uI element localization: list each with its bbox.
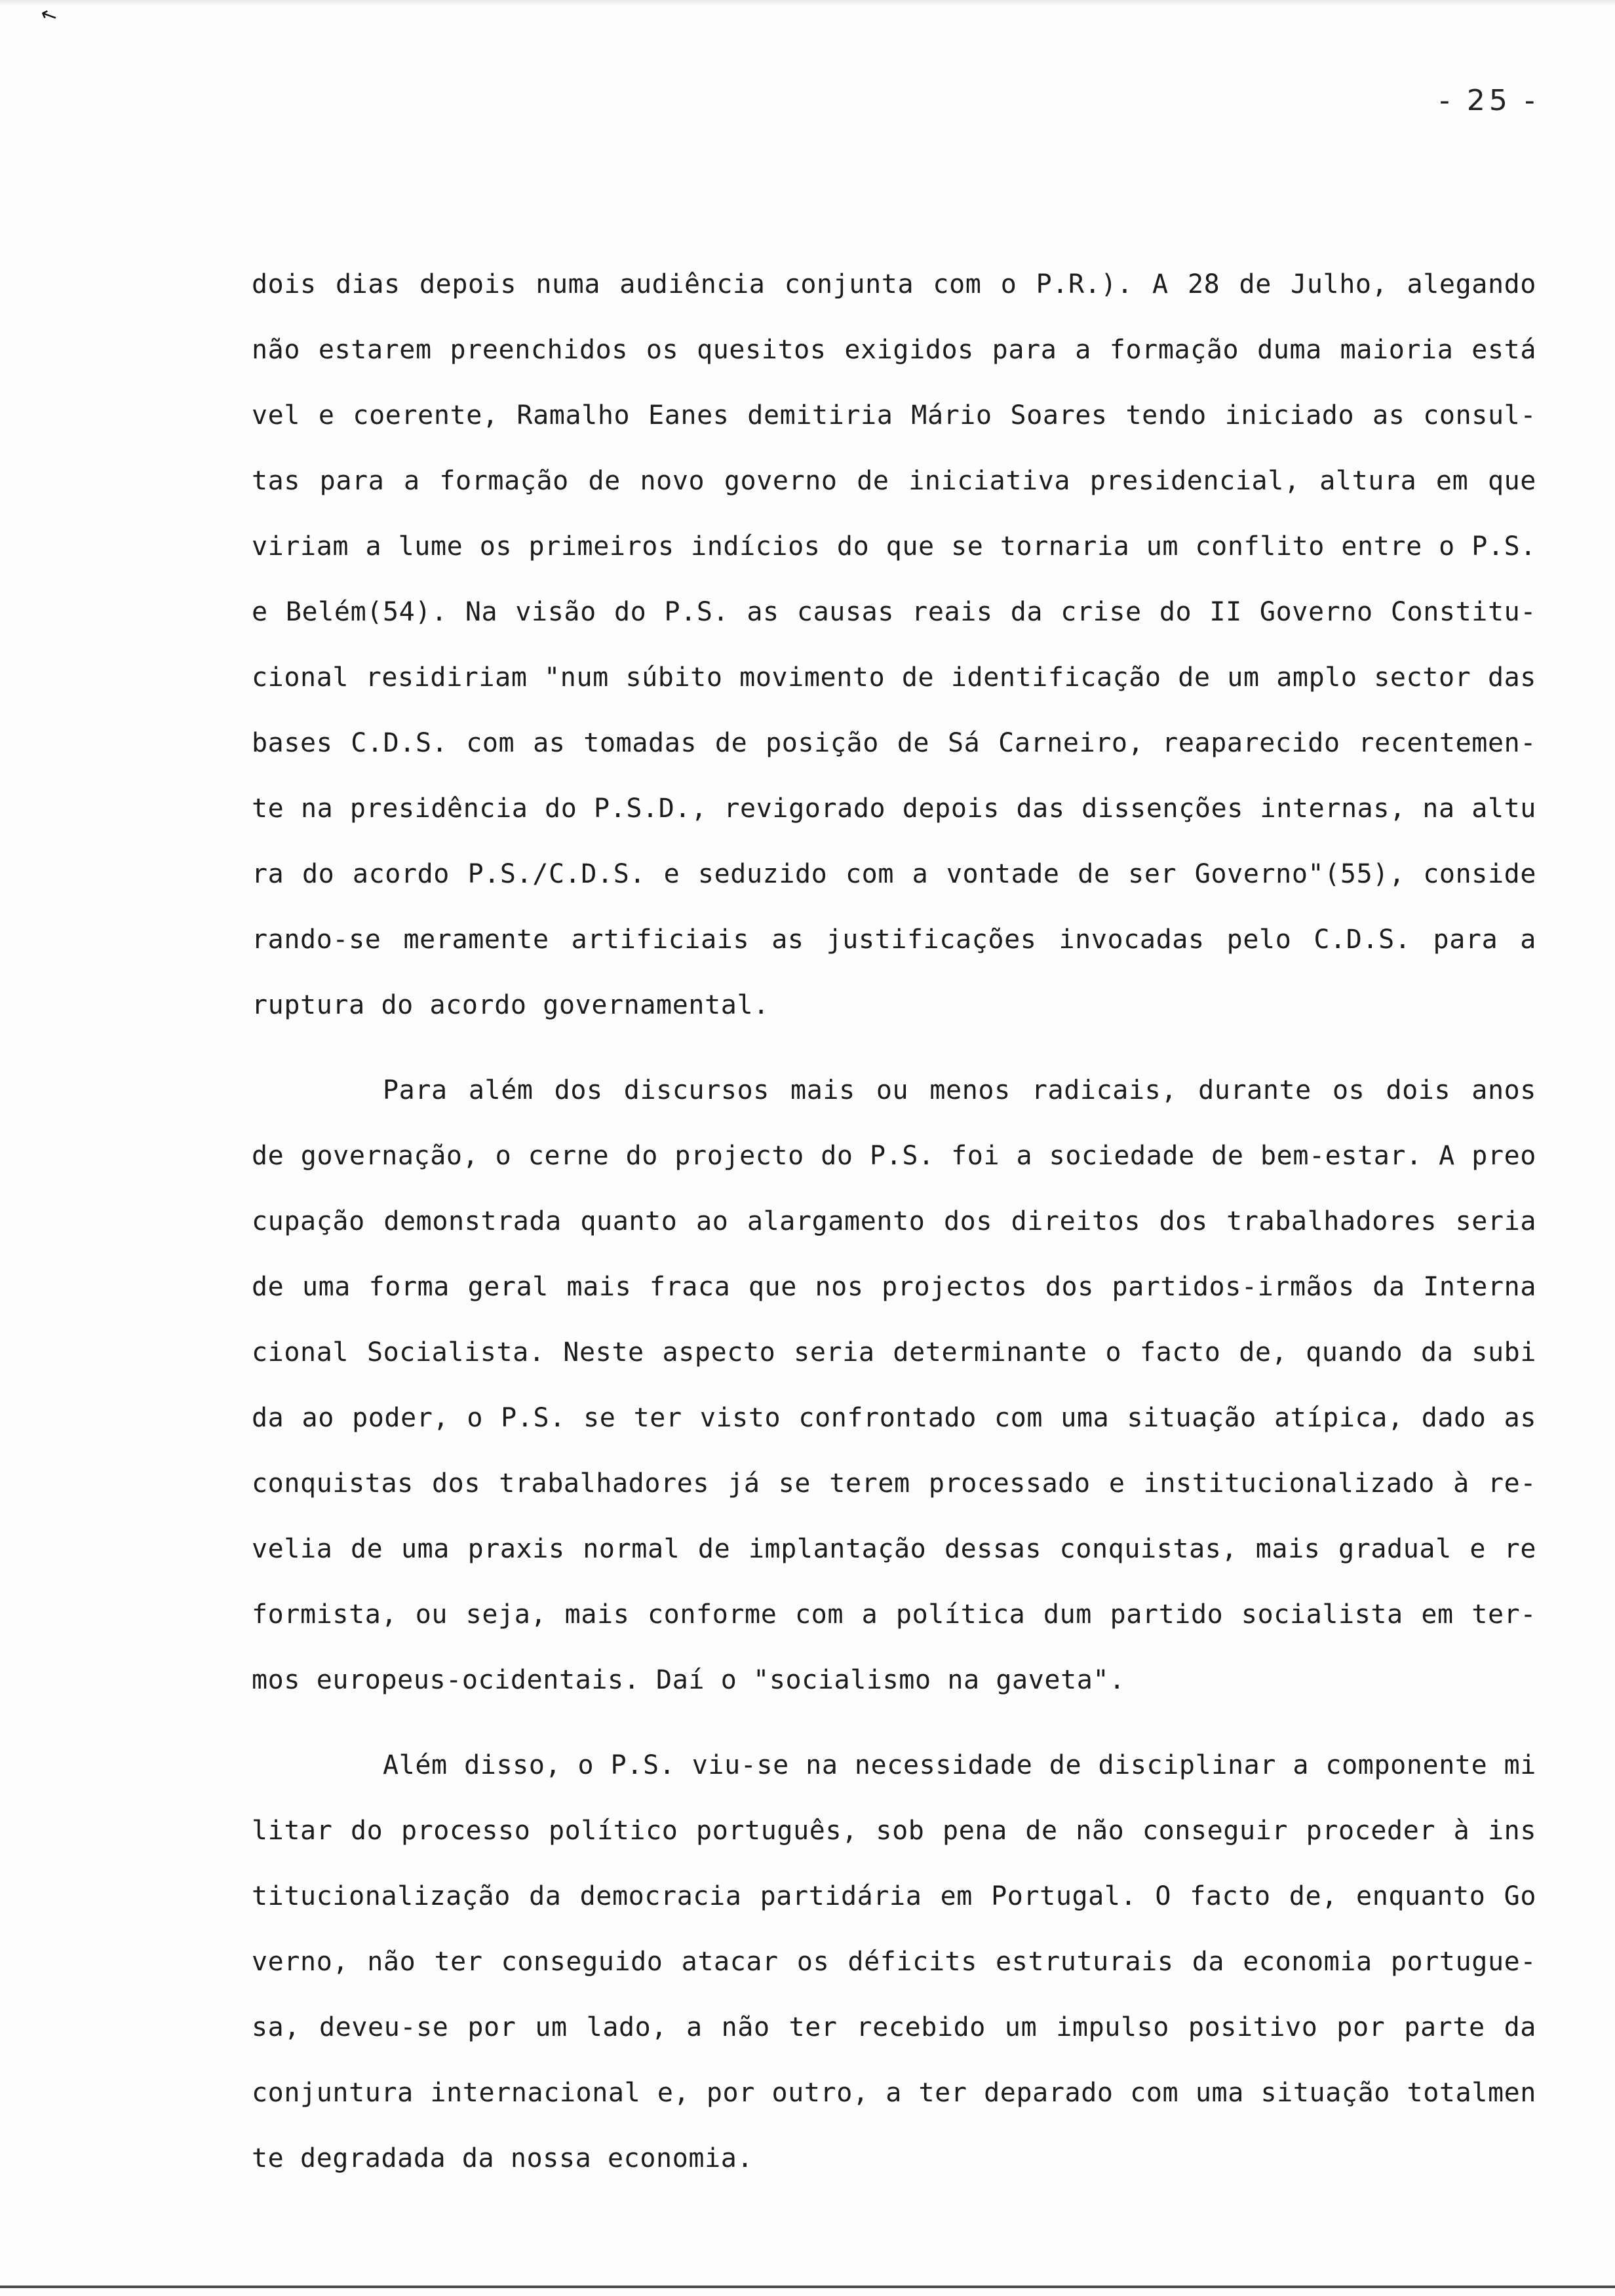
text-line: tas para a formação de novo governo de iniciativa presidencial, altura em que <box>252 466 1536 496</box>
paragraph-gap <box>252 1038 1536 1058</box>
text-line: não estarem preenchidos os quesitos exigidos para a formação duma maioria está <box>252 335 1536 365</box>
body-text <box>252 252 1536 2191</box>
text-line: litar do processo político português, sob pena de não conseguir proceder à ins <box>252 1816 1536 1846</box>
text-line: vel e coerente, Ramalho Eanes demitiria Mário Soares tendo iniciado as consul- <box>252 400 1536 430</box>
text-line: ruptura do acordo governamental. <box>252 990 769 1020</box>
text-line: de uma forma geral mais fraca que nos projectos dos partidos-irmãos da Interna <box>252 1272 1536 1302</box>
text-line: Além disso, o P.S. viu-se na necessidade de disciplinar a componente mi <box>383 1750 1536 1780</box>
text-line: e Belém(54). Na visão do P.S. as causas reais da crise do II Governo Constitu- <box>252 597 1536 627</box>
text-line: bases C.D.S. com as tomadas de posição de Sá Carneiro, reaparecido recentemen- <box>252 728 1536 758</box>
text-line: sa, deveu-se por um lado, a não ter recebido um impulso positivo por parte da <box>252 2012 1536 2042</box>
text-line: titucionalização da democracia partidária em Portugal. O facto de, enquanto Go <box>252 1881 1536 1911</box>
text-line: dois dias depois numa audiência conjunta com o P.R.). A 28 de Julho, alegando <box>252 269 1536 299</box>
paragraph-3 <box>252 1732 1536 2191</box>
corner-mark: ↖ <box>36 1 62 29</box>
paragraph-gap <box>252 1713 1536 1732</box>
text-line: cupação demonstrada quanto ao alargamento dos direitos dos trabalhadores seria <box>252 1206 1536 1236</box>
text-line: te degradada da nossa economia. <box>252 2143 754 2173</box>
text-line: cional Socialista. Neste aspecto seria determinante o facto de, quando da subi <box>252 1337 1536 1368</box>
text-line: cional residiriam "num súbito movimento de identificação de um amplo sector das <box>252 662 1536 693</box>
text-line: rando-se meramente artificiais as justificações invocadas pelo C.D.S. para a <box>252 925 1536 955</box>
text-line: da ao poder, o P.S. se ter visto confrontado com uma situação atípica, dado as <box>252 1403 1536 1433</box>
text-line: velia de uma praxis normal de implantação dessas conquistas, mais gradual e re <box>252 1534 1536 1564</box>
text-line: verno, não ter conseguido atacar os déficits estruturais da economia portugue- <box>252 1947 1536 1977</box>
page-number: - 25 - <box>1439 84 1539 117</box>
paragraph-2 <box>252 1058 1536 1713</box>
text-line: conjuntura internacional e, por outro, a ter deparado com uma situação totalmen <box>252 2078 1536 2108</box>
text-line: te na presidência do P.S.D., revigorado depois das dissenções internas, na altu <box>252 794 1536 824</box>
scan-edge-top <box>0 0 1615 7</box>
text-line: formista, ou seja, mais conforme com a política dum partido socialista em ter- <box>252 1599 1536 1630</box>
text-line: ra do acordo P.S./C.D.S. e seduzido com a vontade de ser Governo"(55), conside <box>252 859 1536 889</box>
text-line: de governação, o cerne do projecto do P.S. foi a sociedade de bem-estar. A preo <box>252 1141 1536 1171</box>
scan-edge-bottom <box>0 2286 1615 2288</box>
text-line: mos europeus-ocidentais. Daí o "socialismo na gaveta". <box>252 1665 1125 1695</box>
text-line: conquistas dos trabalhadores já se terem processado e institucionalizado à re- <box>252 1468 1536 1499</box>
text-line: Para além dos discursos mais ou menos radicais, durante os dois anos <box>383 1075 1536 1105</box>
text-line: viriam a lume os primeiros indícios do que se tornaria um conflito entre o P.S. <box>252 531 1536 562</box>
paragraph-1 <box>252 252 1536 1038</box>
